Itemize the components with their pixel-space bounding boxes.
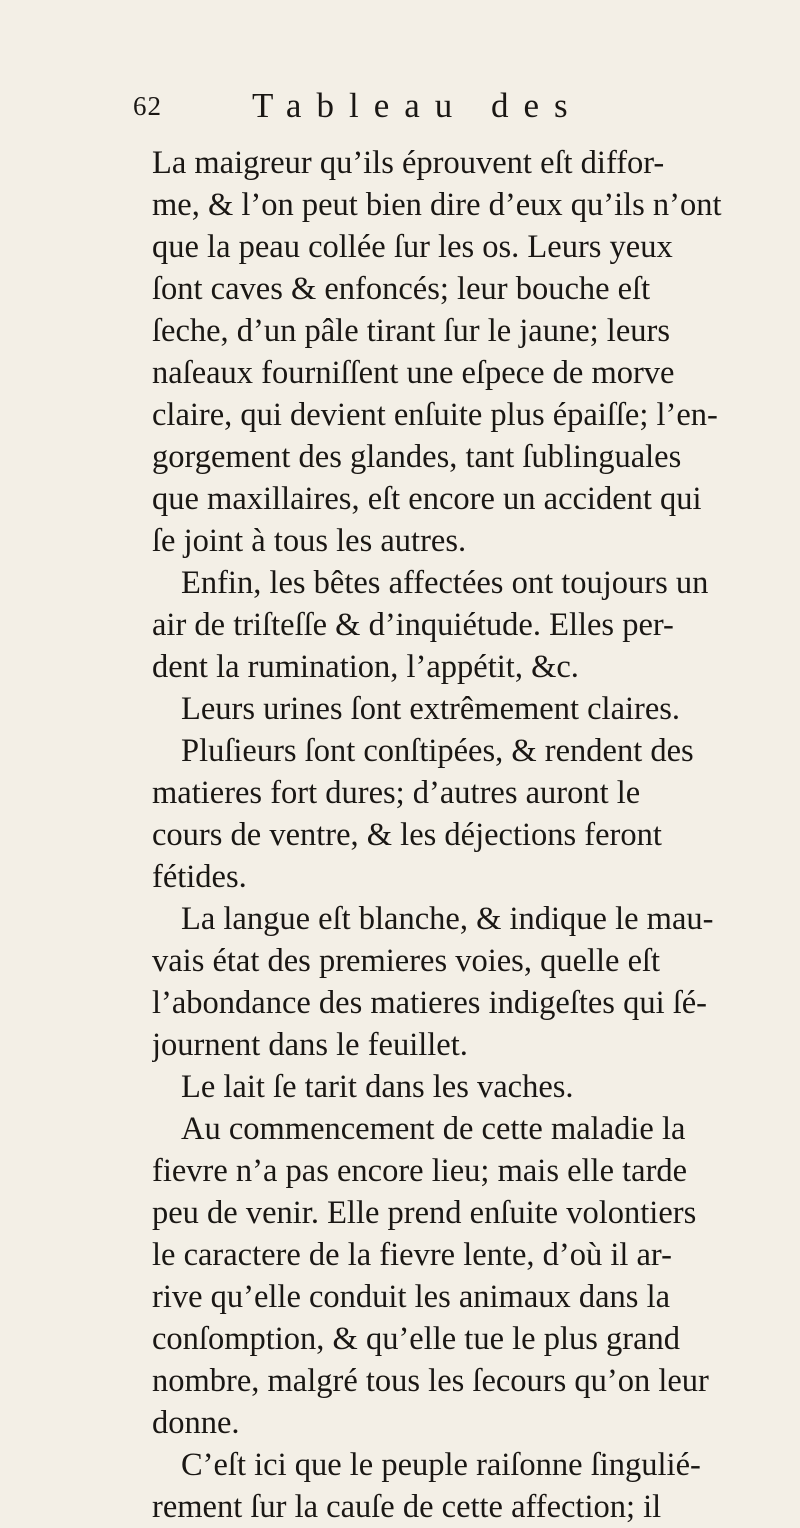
text-line: me, & l’on peut bien dire d’eux qu’ils n’ont	[152, 187, 722, 223]
text-line: claire, qui devient enſuite plus épaiſſe; l’en-	[152, 397, 718, 433]
running-title: Tableau des	[252, 86, 583, 125]
text-line: peu de venir. Elle prend enſuite volontiers	[152, 1195, 697, 1231]
text-line: gorgement des glandes, tant ſublinguales	[152, 439, 682, 475]
text-line: La maigreur qu’ils éprouvent eſt diffor-	[152, 145, 665, 181]
text-line: ſeche, d’un pâle tirant ſur le jaune; leurs	[152, 313, 670, 349]
text-line: l’abondance des matieres indigeſtes qui ſé-	[152, 985, 708, 1021]
text-line: ſont caves & enfoncés; leur bouche eſt	[152, 271, 651, 307]
text-line: vais état des premieres voies, quelle eſt	[152, 943, 661, 979]
text-line: fievre n’a pas encore lieu; mais elle tarde	[152, 1153, 688, 1189]
text-line: Le lait ſe tarit dans les vaches.	[181, 1069, 574, 1105]
page-number: 62	[133, 91, 162, 121]
text-line: Au commencement de cette maladie la	[181, 1111, 686, 1147]
text-line: cours de ventre, & les déjections feront	[152, 817, 662, 853]
text-line: donne.	[152, 1405, 240, 1441]
text-line: rive qu’elle conduit les animaux dans la	[152, 1279, 671, 1315]
text-line: Leurs urines ſont extrêmement claires.	[181, 691, 681, 727]
text-line: Enfin, les bêtes affectées ont toujours un	[181, 565, 709, 601]
text-line: matieres fort dures; d’autres auront le	[152, 775, 641, 811]
text-line: le caractere de la fievre lente, d’où il ar-	[152, 1237, 672, 1273]
text-line: que la peau collée ſur les os. Leurs yeux	[152, 229, 673, 265]
text-line: air de triſteſſe & d’inquiétude. Elles per-	[152, 607, 674, 643]
text-line: que maxillaires, eſt encore un accident qui	[152, 481, 702, 517]
text-line: C’eſt ici que le peuple raiſonne ſingulié-	[181, 1447, 701, 1483]
text-line: dent la rumination, l’appétit, &c.	[152, 649, 579, 685]
text-line: conſomption, & qu’elle tue le plus grand	[152, 1321, 681, 1357]
text-line: La langue eſt blanche, & indique le mau-	[181, 901, 714, 937]
text-line: fétides.	[152, 859, 247, 895]
text-line: journent dans le feuillet.	[152, 1027, 468, 1063]
text-line: Pluſieurs ſont conſtipées, & rendent des	[181, 733, 694, 769]
text-line: naſeaux fourniſſent une eſpece de morve	[152, 355, 675, 391]
text-line: nombre, malgré tous les ſecours qu’on leur	[152, 1363, 709, 1399]
body-text	[152, 142, 797, 1528]
text-line: ſe joint à tous les autres.	[152, 523, 467, 559]
text-line: rement ſur la cauſe de cette affection; il	[152, 1489, 662, 1525]
running-head	[0, 86, 800, 126]
